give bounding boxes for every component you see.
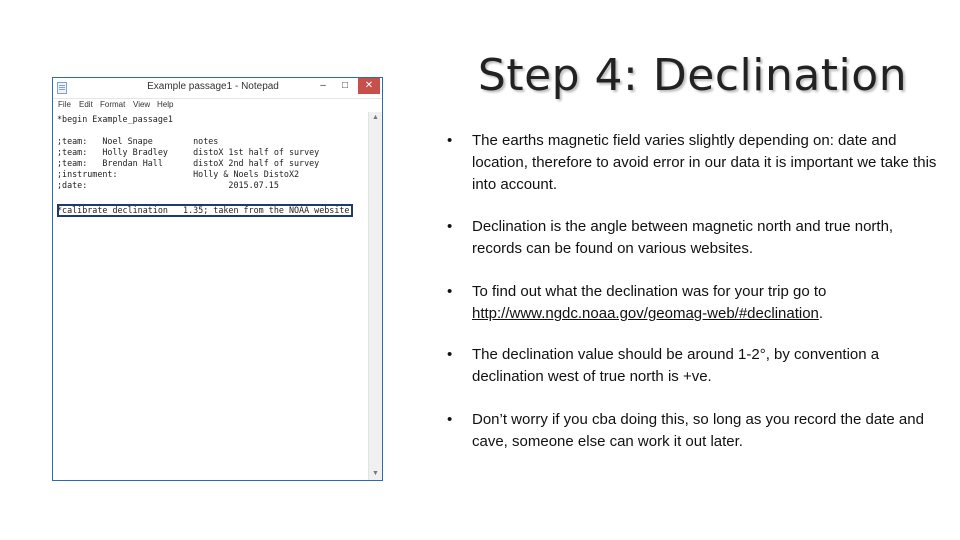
notepad-titlebar[interactable] xyxy=(53,78,382,99)
notepad-text-area[interactable] xyxy=(53,112,368,480)
bullet-text: Declination is the angle between magnetic north and true north, records can be found on various websites. xyxy=(472,218,894,257)
maximize-button[interactable]: □ xyxy=(341,80,349,91)
bullet-text-suffix: . xyxy=(818,305,824,322)
minimize-button[interactable]: – xyxy=(320,80,326,91)
notepad-menubar xyxy=(53,99,382,112)
notepad-window-title: Example passage1 - Notepad xyxy=(147,81,279,92)
bullet-icon: • xyxy=(447,218,453,235)
bullet-list xyxy=(447,130,937,453)
scroll-up-arrow-icon[interactable]: ▲ xyxy=(372,114,379,121)
bullet-icon: • xyxy=(447,346,453,363)
bullet-icon: • xyxy=(447,132,453,149)
menu-view[interactable]: View xyxy=(133,100,151,109)
text-line: ;team: Holly Bradley distoX 1st half of survey xyxy=(57,147,320,157)
bullet-text: Don’t worry if you cba doing this, so long as you record the date and cave, someone else can work it out later. xyxy=(472,411,924,450)
declination-highlight-box xyxy=(57,204,353,217)
bullet-item xyxy=(447,216,937,260)
text-line: ;date: 2015.07.15 xyxy=(57,180,279,190)
declination-link[interactable]: http://www.ngdc.noaa.gov/geomag-web/#declination xyxy=(472,305,819,322)
close-button[interactable]: ✕ xyxy=(358,78,380,94)
scroll-down-arrow-icon[interactable]: ▼ xyxy=(372,470,379,477)
bullet-item xyxy=(447,130,937,196)
menu-help[interactable]: Help xyxy=(157,100,174,109)
vertical-scrollbar[interactable] xyxy=(368,112,382,480)
text-line: ;team: Noel Snape notes xyxy=(57,136,219,146)
bullet-text: The earths magnetic field varies slightly depending on: date and location, therefore to avoid error in our data it is important we take this into account. xyxy=(472,132,937,193)
text-line: *begin Example_passage1 xyxy=(57,114,173,124)
notepad-window xyxy=(52,77,383,481)
menu-file[interactable]: File xyxy=(58,100,71,109)
bullet-icon: • xyxy=(447,283,453,300)
menu-format[interactable]: Format xyxy=(100,100,126,109)
slide-title: Step 4: Declination xyxy=(477,50,908,101)
text-line: ;instrument: Holly & Noels DistoX2 xyxy=(57,169,300,179)
menu-edit[interactable]: Edit xyxy=(79,100,93,109)
bullet-item xyxy=(447,281,937,325)
bullet-item xyxy=(447,409,937,453)
bullet-text-prefix: To find out what the declination was for your trip go to xyxy=(472,283,827,300)
text-line: ;team: Brendan Hall distoX 2nd half of survey xyxy=(57,158,320,168)
notepad-icon xyxy=(57,82,67,94)
calibrate-declination-line: *calibrate declination 1.35; taken from the NOAA website xyxy=(57,205,350,215)
bullet-icon: • xyxy=(447,411,453,428)
bullet-item xyxy=(447,344,937,388)
bullet-text: The declination value should be around 1-2°, by convention a declination west of true north is +ve. xyxy=(472,346,880,385)
